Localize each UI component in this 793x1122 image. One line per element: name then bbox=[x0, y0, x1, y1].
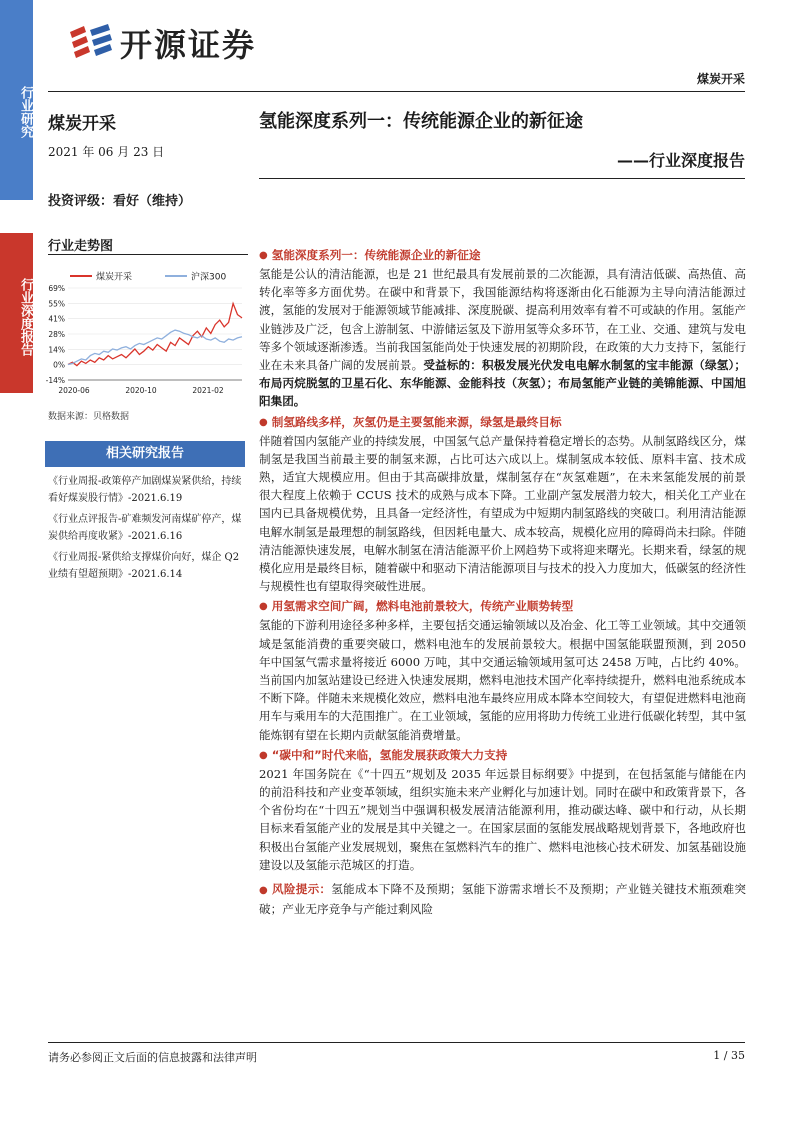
x-tick-label: 2021-02 bbox=[192, 386, 224, 395]
y-tick-label: 55% bbox=[48, 299, 65, 309]
title-divider bbox=[259, 178, 745, 179]
section-paragraph: 伴随着国内氢能产业的持续发展，中国氢气总产量保持着稳定增长的态势。从制氢路线区分，煤制氢是我国当前最主要的制氢来源，占比可达六成以上。煤制氢成本较低、原料丰富、技术成熟，适宜大规模应用。但由于其高碳排放量，煤制氢存在“灰氢难题”，在未来氢能发展的前景很大程度上依赖于 CCUS 技术的成熟与成本下降。工业副产氢发展潜力较大，相关化工产业在国内已具备规模优势，且具备一定经济性，有望成为中短期内制氢路线的突破口。利用清洁能源电解水制氢是最理想的制氢路线，但因耗电量大、成本较高，规模化应用的障碍尚未扫除。伴随清洁能源快速发展，电解水制氢在清洁能源平价上网趋势下或将迎来曙光。长期来看，绿氢的规模化应用是最终目标，随着碳中和驱动下清洁能源项目与技术的投入力度加大，低碳氢的经济性与规模性也有望取得突破性进展。 bbox=[259, 433, 746, 594]
section-heading bbox=[259, 413, 746, 432]
section-heading bbox=[259, 746, 746, 765]
section-body: 氢能是公认的清洁能源，也是 21 世纪最具有发展前景的二次能源，具有清洁低碳、高热值、高转化率等多方面优势。在碳中和背景下，我国能源结构将逐渐由化石能源为主导向清洁能源过渡，氢能的发展对于能源领域节能减排、深度脱碳、提高利用效率有着不可或缺的作用。氢能产业链涉及广泛，包含上游制氢、中游储运氢及下游用氢等众多环节，在工业、交通、建筑与发电等多个领域逐渐渗透。当前我国氢能尚处于快速发展的初期阶段，在政策的大力支持下，氢能行业在未来具备广阔的发展前景。 bbox=[259, 267, 746, 373]
risk-body: 氢能成本下降不及预期；氢能下游需求增长不及预期；产业链关键技术瓶颈难突破；产业无序竞争与产能过剩风险 bbox=[259, 882, 746, 917]
report-subtitle: ——行业深度报告 bbox=[616, 151, 745, 170]
section-heading bbox=[259, 246, 746, 265]
logo-name: 开源证券 bbox=[120, 26, 257, 64]
related-report-item[interactable]: 《行业周报-政策停产加剧煤炭紧供给，持续看好煤炭股行情》-2021.6.19 bbox=[48, 476, 242, 504]
section-heading-text: “碳中和”时代来临，氢能发展获政策大力支持 bbox=[271, 747, 508, 762]
trend-chart bbox=[40, 262, 250, 402]
bullet-icon: ● bbox=[259, 885, 268, 897]
side-label-report-type: 行业深度报告 bbox=[18, 278, 33, 356]
related-reports-header: 相关研究报告 bbox=[45, 441, 245, 467]
y-tick-label: 41% bbox=[48, 314, 65, 324]
legend-label: 沪深300 bbox=[191, 272, 227, 283]
related-report-item[interactable]: 《行业周报-紧供给支撑煤价向好，煤企 Q2 业绩有望超预期》-2021.6.14 bbox=[48, 552, 240, 580]
y-tick-label: -14% bbox=[45, 376, 65, 385]
risk-warning bbox=[259, 880, 746, 918]
section-heading-text: 制氢路线多样，灰氢仍是主要氢能来源，绿氢是最终目标 bbox=[271, 414, 562, 429]
company-logo bbox=[68, 20, 256, 66]
report-title: 氢能深度系列一：传统能源企业的新征途 bbox=[259, 111, 583, 132]
legend-label: 煤炭开采 bbox=[96, 272, 133, 283]
section-paragraph bbox=[259, 265, 746, 411]
trend-chart-title: 行业走势图 bbox=[48, 239, 114, 254]
bullet-icon: ● bbox=[259, 749, 268, 761]
section-heading-text: 用氢需求空间广阔，燃料电池前景较大，传统产业顺势转型 bbox=[271, 599, 574, 614]
y-tick-label: 69% bbox=[48, 284, 65, 293]
logo-icon bbox=[68, 24, 112, 62]
main-content bbox=[259, 246, 746, 921]
report-date: 2021 年 06 月 23 日 bbox=[48, 145, 165, 159]
bullet-icon: ● bbox=[259, 250, 268, 261]
header-industry-tag: 煤炭开采 bbox=[696, 72, 745, 86]
bullet-icon: ● bbox=[259, 416, 268, 428]
risk-label: 风险提示： bbox=[272, 882, 332, 897]
related-report-item[interactable]: 《行业点评报告-矿难频发河南煤矿停产，煤炭供给再度收紧》-2021.6.16 bbox=[48, 514, 242, 542]
section-heading bbox=[259, 597, 746, 616]
section-paragraph: 2021 年国务院在《“十四五”规划及 2035 年远景目标纲要》中提到，在包括氢能与储能在内的前沿科技和产业变革领域，组织实施未来产业孵化与加速计划。同时在碳中和政策背景下，各个省份均在“十四五”规划当中强调积极发展清洁能源利用，推动碳达峰、碳中和行动，从长期目标来看氢能产业的发展是其中关键之一。在国家层面的氢能发展战略规划背景下，各地政府也积极出台氢能产业发展规划，聚焦在氢燃料汽车的推广、燃料电池核心技术研发、加氢基础设施建设以及氢能示范城区的打造。 bbox=[259, 766, 746, 872]
series-line bbox=[68, 304, 242, 366]
bullet-icon: ● bbox=[259, 601, 268, 613]
section-heading-text: 氢能深度系列一：传统能源企业的新征途 bbox=[271, 248, 481, 262]
y-tick-label: 14% bbox=[48, 345, 65, 355]
page-number: 1 / 35 bbox=[713, 1049, 745, 1062]
industry-name: 煤炭开采 bbox=[48, 114, 116, 134]
y-tick-label: 0% bbox=[53, 360, 65, 370]
related-reports-list bbox=[48, 473, 248, 587]
section-paragraph: 氢能的下游利用途径多种多样，主要包括交通运输领域以及冶金、化工等工业领域。其中交通领域是氢能消费的重要突破口，燃料电池车的发展前景较大。根据中国氢能联盟预测，到 2050 年中国氢气需求量将接近 6000 万吨，其中交通运输领域用氢可达 2458 万吨，占比约 40%。当前国内加氢站建设已经进入快速发展期，燃料电池技术国产化率持续提升，燃料电池系统成本不断下降。伴随未来规模化效应，燃料电池车最终应用成本降本空间较大，有望促进燃料电池商用车与乘用车的大范围推广。在工业领域，氢能的应用将助力传统工业进行低碳化转型，其中氢能炼钢有望在长期内贡献氢能消费增量。 bbox=[259, 618, 746, 742]
footer-disclaimer: 请务必参阅正文后面的信息披露和法律声明 bbox=[48, 1051, 257, 1064]
footer-divider bbox=[48, 1042, 745, 1043]
beneficiary-targets: 受益标的：积极发展光伏发电电解水制氢的宝丰能源（绿氢）；布局丙烷脱氢的卫星石化、东华能源、金能科技（灰氢）；布局氢能产业链的美锦能源、中国旭阳集团。 bbox=[259, 358, 746, 409]
chart-source: 数据来源：贝格数据 bbox=[48, 412, 130, 422]
side-label-industry-research: 行业研究 bbox=[18, 86, 33, 138]
investment-rating: 投资评级：看好（维持） bbox=[48, 194, 192, 209]
y-tick-label: 28% bbox=[48, 330, 65, 339]
x-tick-label: 2020-10 bbox=[125, 386, 157, 395]
header-divider bbox=[48, 91, 745, 92]
x-tick-label: 2020-06 bbox=[58, 386, 90, 395]
trend-divider bbox=[48, 254, 248, 255]
